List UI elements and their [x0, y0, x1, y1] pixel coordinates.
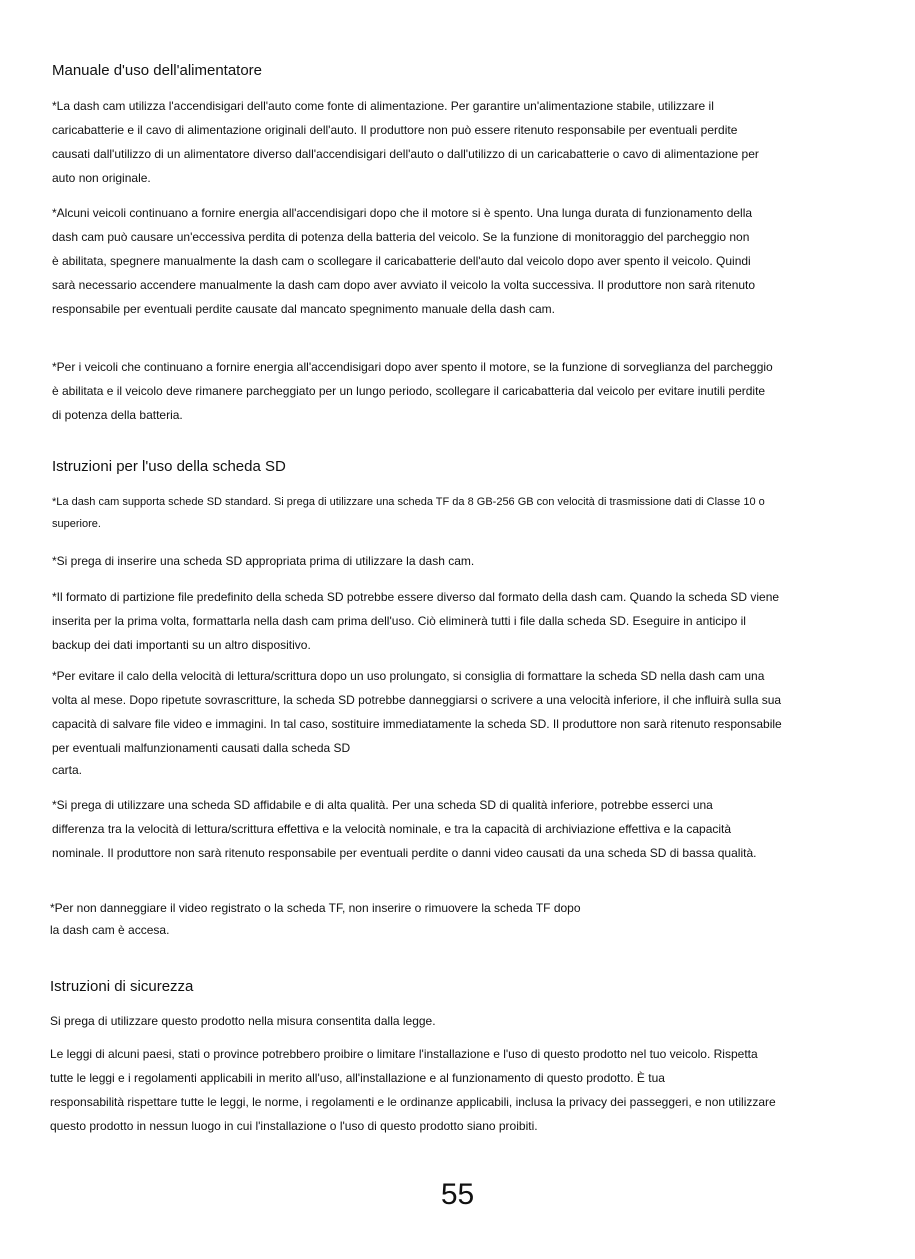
sd-paragraph-5 [52, 793, 842, 865]
text-line: responsabilità rispettare tutte le leggi, le norme, i regolamenti e le ordinanze applicabili, inclusa la privacy dei passeggeri, e non utilizzare [50, 1095, 776, 1109]
text-line: Le leggi di alcuni paesi, stati o province potrebbero proibire o limitare l'installazione e l'uso di questo prodotto nel tuo veicolo. Rispetta [50, 1047, 758, 1061]
text-line: carta. [52, 763, 83, 777]
text-line: capacità di salvare file video e immagini. In tal caso, sostituire immediatamente la scheda SD. Il produttore non sarà ritenuto responsabile [52, 717, 782, 731]
sd-paragraph-1 [52, 491, 842, 535]
page-number: 55 [440, 1178, 475, 1211]
text-line: è abilitata, spegnere manualmente la dash cam o scollegare il caricabatterie dell'auto dal veicolo dopo aver spento il veicolo. Quindi [52, 254, 751, 268]
sd-paragraph-3 [52, 585, 842, 657]
sd-paragraph-2 [52, 549, 842, 573]
text-line: la dash cam è accesa. [50, 923, 170, 937]
safety-paragraph-2 [50, 1042, 840, 1138]
text-line: *Per i veicoli che continuano a fornire energia all'accendisigari dopo aver spento il motore, se la funzione di sorveglianza del parcheggio [52, 360, 773, 374]
text-line: è abilitata e il veicolo deve rimanere parcheggiato per un lungo periodo, scollegare il caricabatteria dal veicolo per evitare inutili perdite [52, 384, 766, 398]
text-line: *La dash cam utilizza l'accendisigari dell'auto come fonte di alimentazione. Per garantire un'alimentazione stabile, utilizzare il [52, 99, 714, 113]
text-line: di potenza della batteria. [52, 408, 183, 422]
text-line: dash cam può causare un'eccessiva perdita di potenza della batteria del veicolo. Se la funzione di monitoraggio del parcheggio non [52, 230, 750, 244]
text-line: *Il formato di partizione file predefinito della scheda SD potrebbe essere diverso dal formato della dash cam. Quando la scheda SD viene [52, 590, 780, 604]
text-line: volta al mese. Dopo ripetute sovrascritture, la scheda SD potrebbe danneggiarsi o scrivere a una velocità inferiore, il che influirà sulla sua [52, 693, 782, 707]
text-line: differenza tra la velocità di lettura/scrittura effettiva e la velocità nominale, e tra la capacità di archiviazione effettiva e la capacità [52, 822, 732, 836]
text-line: backup dei dati importanti su un altro dispositivo. [52, 638, 311, 652]
text-line: sarà necessario accendere manualmente la dash cam dopo aver avviato il veicolo la volta successiva. Il produttore non sarà ritenuto [52, 278, 756, 292]
text-line: *Per evitare il calo della velocità di lettura/scrittura dopo un uso prolungato, si consiglia di formattare la scheda SD nella dash cam una [52, 669, 765, 683]
section-title-sd-card: Istruzioni per l'uso della scheda SD [52, 458, 286, 475]
text-line: questo prodotto in nessun luogo in cui l'installazione o l'uso di questo prodotto siano proibiti. [50, 1119, 538, 1133]
text-line: causati dall'utilizzo di un alimentatore diverso dall'accendisigari dell'auto o dall'utilizzo di un caricabatterie o cavo di alimentazione per [52, 147, 759, 161]
text-line: *Alcuni veicoli continuano a fornire energia all'accendisigari dopo che il motore si è spento. Una lunga durata di funzionamento della [52, 206, 753, 220]
text-line: caricabatterie e il cavo di alimentazione originali dell'auto. Il produttore non può essere ritenuto responsabile per eventuali perdite [52, 123, 738, 137]
text-line: superiore. [52, 518, 101, 530]
text-line: nominale. Il produttore non sarà ritenuto responsabile per eventuali perdite o danni video causati da una scheda SD di bassa qualità. [52, 846, 757, 860]
text-line: *Si prega di utilizzare una scheda SD affidabile e di alta qualità. Per una scheda SD di qualità inferiore, potrebbe esserci una [52, 798, 713, 812]
text-line: tutte le leggi e i regolamenti applicabili in merito all'uso, all'installazione e al funzionamento di questo prodotto. È tua [50, 1071, 665, 1085]
text-line: Si prega di utilizzare questo prodotto nella misura consentita dalla legge. [50, 1014, 436, 1028]
text-line: *La dash cam supporta schede SD standard. Si prega di utilizzare una scheda TF da 8 GB-256 GB con velocità di trasmissione dati di Classe 10 o [52, 496, 765, 508]
section-title-safety: Istruzioni di sicurezza [50, 978, 194, 995]
safety-paragraph-1 [50, 1009, 840, 1033]
power-paragraph-2 [52, 201, 842, 321]
power-paragraph-3 [52, 355, 842, 427]
text-line: *Si prega di inserire una scheda SD appropriata prima di utilizzare la dash cam. [52, 554, 475, 568]
section-title-power: Manuale d'uso dell'alimentatore [52, 62, 263, 79]
text-line: per eventuali malfunzionamenti causati dalla scheda SD [52, 741, 351, 755]
sd-paragraph-4 [52, 664, 842, 780]
text-line: responsabile per eventuali perdite causate dal mancato spegnimento manuale della dash cam. [52, 302, 555, 316]
sd-paragraph-6 [50, 897, 840, 941]
text-line: inserita per la prima volta, formattarla nella dash cam prima dell'uso. Ciò eliminerà tutti i file dalla scheda SD. Eseguire in anticipo il [52, 614, 746, 628]
text-line: auto non originale. [52, 171, 151, 185]
text-line: *Per non danneggiare il video registrato o la scheda TF, non inserire o rimuovere la scheda TF dopo [50, 901, 581, 915]
power-paragraph-1 [52, 94, 842, 190]
